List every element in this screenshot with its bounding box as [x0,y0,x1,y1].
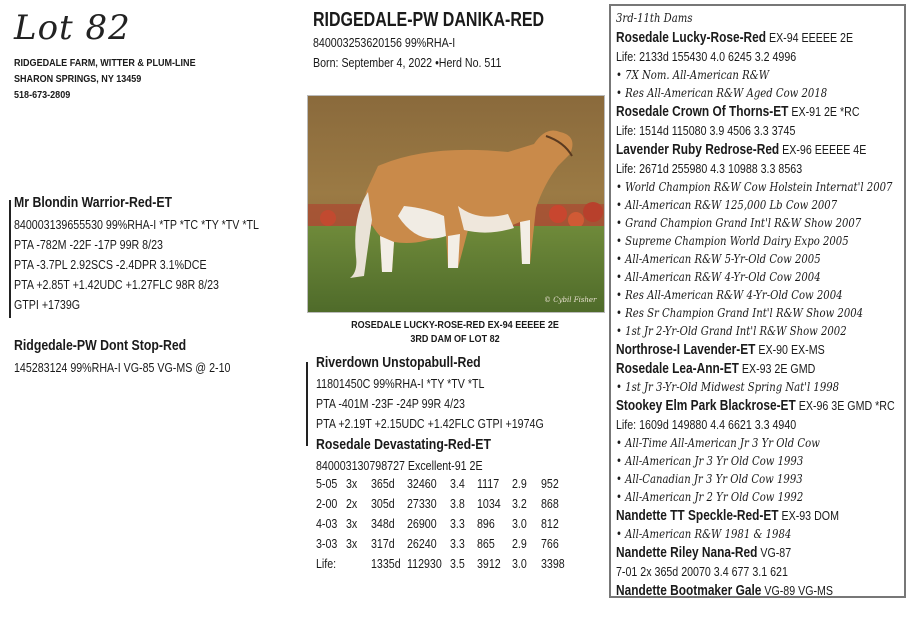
record-cell: 865 [477,536,495,551]
dam-entry-name [616,104,860,120]
record-cell: 3.0 [512,516,527,531]
record-cell: 896 [477,516,495,531]
dam-record-line: Life: 2133d 155430 4.0 6245 3.2 4996 [616,49,797,64]
dam-entry-name-bold: Nandette Riley Nana-Red [616,545,758,561]
dam-award: • World Champion R&W Cow Holstein Internat'l 2007 [616,180,893,194]
sire-line: PTA +2.85T +1.42UDC +1.27FLC 98R 8/23 [14,277,219,292]
photo-caption-sub: 3RD DAM OF LOT 82 [410,333,500,345]
second-dam-id: 840003130798727 Excellent-91 2E [316,458,483,473]
record-cell: 2.9 [512,476,527,491]
photo-caption: ROSEDALE LUCKY-ROSE-RED EX-94 EEEEE 2E [351,319,559,331]
record-cell: 3.3 [450,536,465,551]
dam-entry-name [616,342,825,358]
sire-line: PTA -3.7PL 2.92SCS -2.4DPR 3.1%DCE [14,257,207,272]
dam-entry-classification: EX-96 EEEEE 4E [779,142,867,157]
record-cell: 305d [371,496,395,511]
mgs-line: PTA -401M -23F -24P 99R 4/23 [316,396,465,411]
dam-entry-name [616,545,791,561]
record-cell: 365d [371,476,395,491]
dam-entry-classification: EX-96 3E GMD *RC [795,398,895,413]
dam-record-line: Life: 2671d 255980 4.3 10988 3.3 8563 [616,161,803,176]
animal-name: RIDGEDALE-PW DANIKA-RED [313,9,545,31]
dam-entry-classification: EX-94 EEEEE 2E [765,30,854,45]
second-dam-name: Rosedale Devastating-Red-ET [316,436,491,453]
record-cell: 3.3 [450,516,465,531]
record-cell: 3x [346,536,358,551]
dam-entry-classification: VG-87 [757,545,792,560]
sire-bracket-line [9,200,11,318]
consignor-name: RIDGEDALE FARM, WITTER & PLUM-LINE [14,57,196,69]
dam-entry-classification: EX-90 EX-MS [755,342,825,357]
dam-entry-classification: EX-91 2E *RC [788,104,860,119]
record-cell: 2x [346,496,358,511]
dam-entry-name [616,361,815,377]
dam-award: • All-American R&W 1981 & 1984 [616,527,792,541]
photo-watermark: © Cybil Fisher [544,296,597,304]
dam-entry-name [616,508,839,524]
dam-award: • All-American R&W 125,000 Lb Cow 2007 [616,198,838,212]
sire-line: GTPI +1739G [14,297,81,312]
dams-header: 3rd-11th Dams [616,11,693,25]
dam-award: • All-American R&W 4-Yr-Old Cow 2004 [616,270,821,284]
record-cell: Life: [316,556,337,571]
dam-award: • Supreme Champion World Dairy Expo 2005 [616,234,849,248]
sire-line: PTA -782M -22F -17P 99R 8/23 [14,237,163,252]
dam-record-line: 7-01 2x 365d 20070 3.4 677 3.1 621 [616,564,788,579]
record-cell: 3-03 [316,536,338,551]
dam-entry-name-bold: Rosedale Lea-Ann-ET [616,361,739,377]
record-cell: 1117 [477,476,500,491]
record-cell: 3.8 [450,496,465,511]
animal-born: Born: September 4, 2022 •Herd No. 511 [313,55,502,70]
dam-award: • Res Sr Champion Grand Int'l R&W Show 2004 [616,306,864,320]
dam-entry-name-bold: Lavender Ruby Redrose-Red [616,142,780,158]
dam-award: • Res All-American R&W Aged Cow 2018 [616,86,828,100]
mgs-name: Riverdown Unstopabull-Red [316,354,481,371]
record-cell: 3x [346,476,358,491]
consignor-city: SHARON SPRINGS, NY 13459 [14,73,142,85]
sire-name: Mr Blondin Warrior-Red-ET [14,194,173,211]
record-cell: 27330 [407,496,437,511]
dam-record-line: Life: 1609d 149880 4.4 6621 3.3 4940 [616,417,797,432]
dam-entry-classification: EX-93 2E GMD [738,361,816,376]
dam-entry-name-bold: Nandette TT Speckle-Red-ET [616,508,779,524]
record-cell: 32460 [407,476,437,491]
dam-award: • Grand Champion Grand Int'l R&W Show 2007 [616,216,862,230]
lot-number: Lot 82 [14,8,131,48]
dam-award: • All-American Jr 2 Yr Old Cow 1992 [616,490,804,504]
dam-entry-name [616,142,866,158]
dam-award: • All-Canadian Jr 3 Yr Old Cow 1993 [616,472,803,486]
dam-award: • All-American Jr 3 Yr Old Cow 1993 [616,454,804,468]
dam-entry-classification: VG-89 VG-MS [761,583,834,598]
mgs-bracket-line [306,362,308,446]
record-cell: 3.5 [450,556,465,571]
mgs-line: PTA +2.19T +2.15UDC +1.42FLC GTPI +1974G [316,416,544,431]
dam-name: Ridgedale-PW Dont Stop-Red [14,337,187,354]
sire-line: 840003139655530 99%RHA-I *TP *TC *TY *TV *TL [14,217,259,232]
record-cell: 3912 [477,556,501,571]
dam-entry-name-bold: Rosedale Lucky-Rose-Red [616,30,766,46]
record-cell: 317d [371,536,395,551]
record-cell: 26900 [407,516,437,531]
dam-entry-name-bold: Northrose-I Lavender-ET [616,342,756,358]
mgs-line: 11801450C 99%RHA-I *TY *TV *TL [316,376,485,391]
dam-entry-name-bold: Stookey Elm Park Blackrose-ET [616,398,796,414]
record-cell: 348d [371,516,395,531]
dam-entry-classification: EX-93 DOM [778,508,839,523]
record-cell: 5-05 [316,476,338,491]
record-cell: 3.2 [512,496,527,511]
dam-line: 145283124 99%RHA-I VG-85 VG-MS @ 2-10 [14,360,231,375]
dam-award: • All-Time All-American Jr 3 Yr Old Cow [616,436,820,450]
dam-award: • 7X Nom. All-American R&W [616,68,770,82]
consignor-phone: 518-673-2809 [14,89,71,101]
record-cell: 4-03 [316,516,338,531]
record-cell: 112930 [407,556,442,571]
dam-award: • All-American R&W 5-Yr-Old Cow 2005 [616,252,821,266]
dam-record-line: Life: 1514d 115080 3.9 4506 3.3 3745 [616,123,796,138]
dam-award: • 1st Jr 2-Yr-Old Grand Int'l R&W Show 2002 [616,324,847,338]
record-cell: 952 [541,476,559,491]
record-cell: 26240 [407,536,437,551]
cow-photo [307,95,605,313]
record-cell: 3398 [541,556,565,571]
dam-entry-name-bold: Rosedale Crown Of Thorns-ET [616,104,789,120]
record-cell: 1034 [477,496,501,511]
record-cell: 3.4 [450,476,465,491]
record-cell: 3.0 [512,556,527,571]
cow-photo-image [308,96,604,312]
dam-entry-name [616,583,833,599]
record-cell: 3x [346,516,358,531]
record-cell: 2-00 [316,496,338,511]
animal-id: 840003253620156 99%RHA-I [313,35,456,50]
record-cell: 1335d [371,556,401,571]
dam-entry-name [616,30,853,46]
record-cell: 766 [541,536,559,551]
dam-entry-name [616,398,895,414]
record-cell: 868 [541,496,559,511]
dam-award: • Res All-American R&W 4-Yr-Old Cow 2004 [616,288,843,302]
record-cell: 2.9 [512,536,527,551]
record-cell: 812 [541,516,559,531]
dam-entry-name-bold: Nandette Bootmaker Gale [616,583,762,599]
dam-award: • 1st Jr 3-Yr-Old Midwest Spring Nat'l 1998 [616,380,840,394]
